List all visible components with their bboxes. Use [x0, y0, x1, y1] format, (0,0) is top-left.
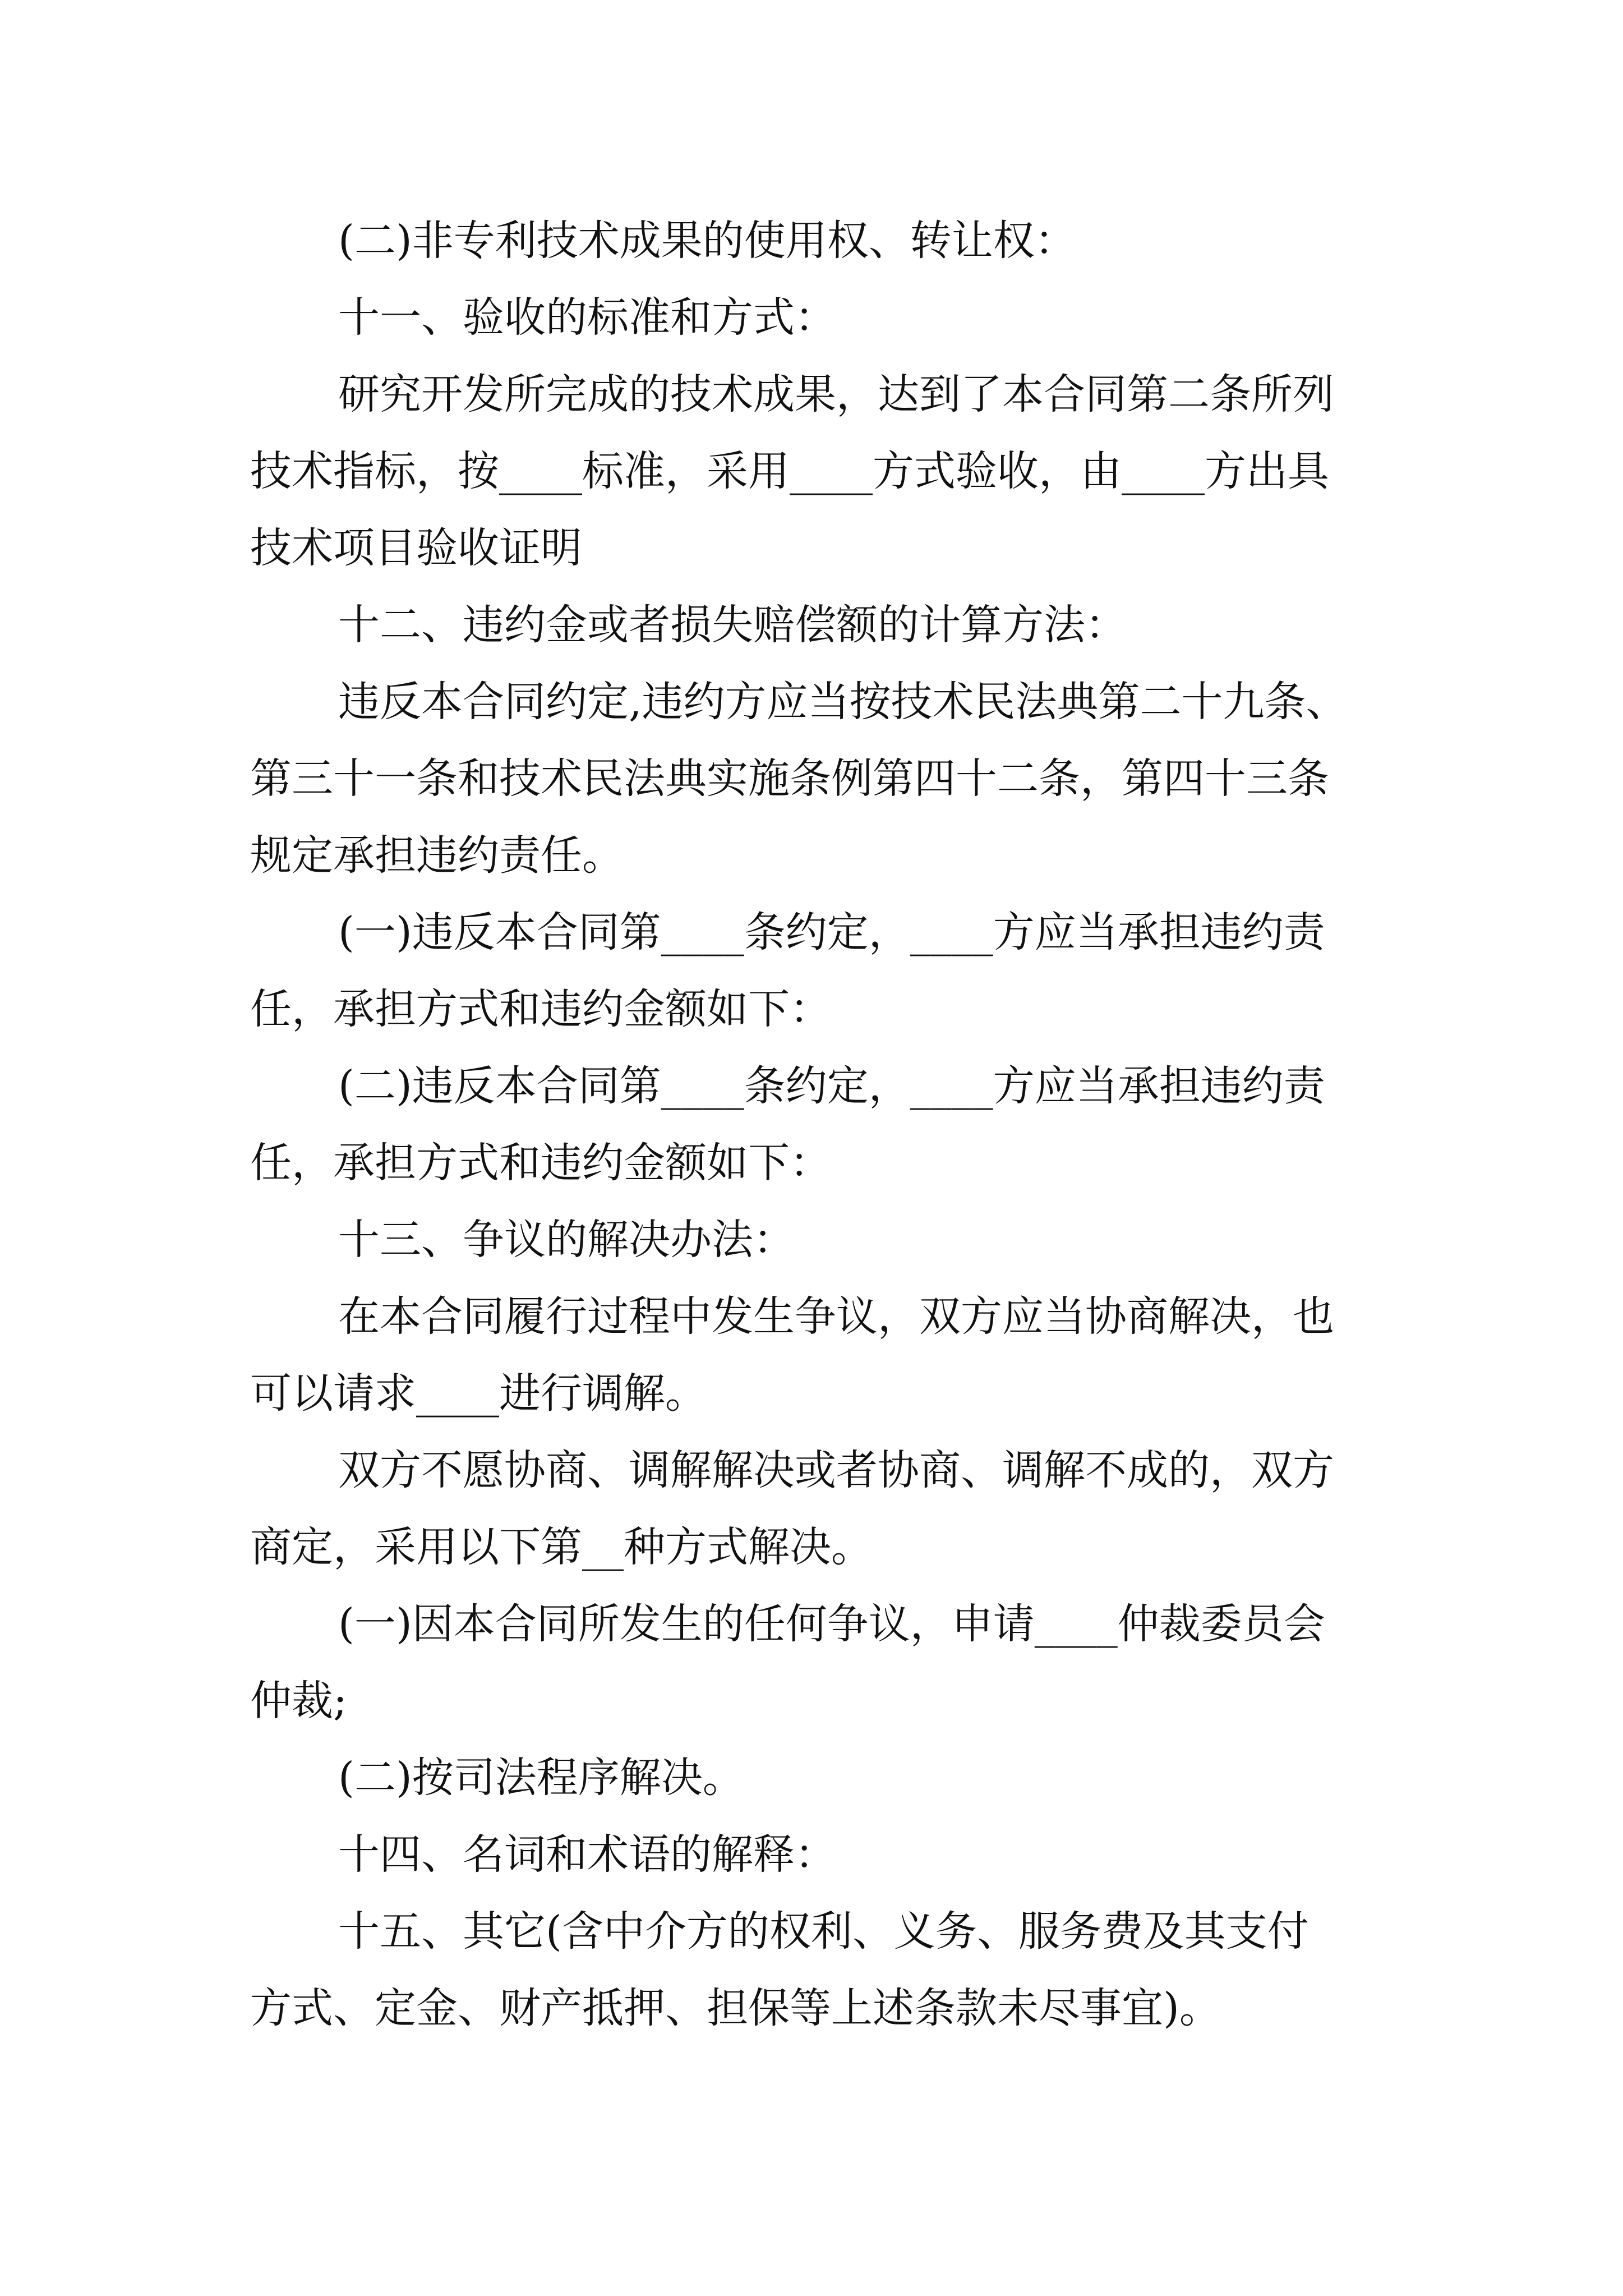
text-line: 违反本合同约定,违约方应当按技术民法典第二十九条、: [338, 678, 1348, 726]
text-line: 十二、违约金或者损失赔偿额的计算方法：: [338, 601, 1127, 649]
text-line: (二)违反本合同第____条约定，____方应当承担违约责: [338, 1062, 1325, 1110]
text-line: 双方不愿协商、调解解决或者协商、调解不成的，双方: [338, 1446, 1334, 1494]
text-line: 技术项目验收证明: [250, 524, 582, 572]
text-line: 研究开发所完成的技术成果，达到了本合同第二条所列: [338, 370, 1334, 418]
text-line: 十四、名词和术语的解释：: [338, 1830, 836, 1879]
text-line: (二)非专利技术成果的使用权、转让权：: [338, 217, 1076, 265]
text-line: (一)因本合同所发生的任何争议，申请____仲裁委员会: [338, 1600, 1325, 1648]
text-line: 方式、定金、财产抵押、担保等上述条款未尽事宜)。: [250, 1984, 1221, 2032]
text-line: 第三十一条和技术民法典实施条例第四十二条，第四十三条: [250, 754, 1329, 803]
text-line: 任，承担方式和违约金额如下：: [250, 985, 831, 1033]
text-line: 规定承担违约责任。: [250, 831, 624, 880]
text-line: 可以请求____进行调解。: [250, 1369, 707, 1418]
text-line: 十一、验收的标准和方式：: [338, 293, 836, 342]
text-line: 商定，采用以下第__种方式解决。: [250, 1523, 873, 1571]
text-line: 技术指标，按____标准，采用____方式验收，由____方出具: [250, 447, 1329, 495]
text-line: 十三、争议的解决办法：: [338, 1216, 795, 1264]
text-line: (二)按司法程序解决。: [338, 1754, 744, 1802]
text-line: 仲裁;: [250, 1677, 347, 1725]
text-line: 在本合同履行过程中发生争议，双方应当协商解决，也: [338, 1292, 1334, 1341]
text-line: (一)违反本合同第____条约定，____方应当承担违约责: [338, 908, 1325, 956]
text-line: 十五、其它(含中介方的权利、义务、服务费及其支付: [338, 1907, 1309, 1955]
text-line: 任，承担方式和违约金额如下：: [250, 1139, 831, 1187]
